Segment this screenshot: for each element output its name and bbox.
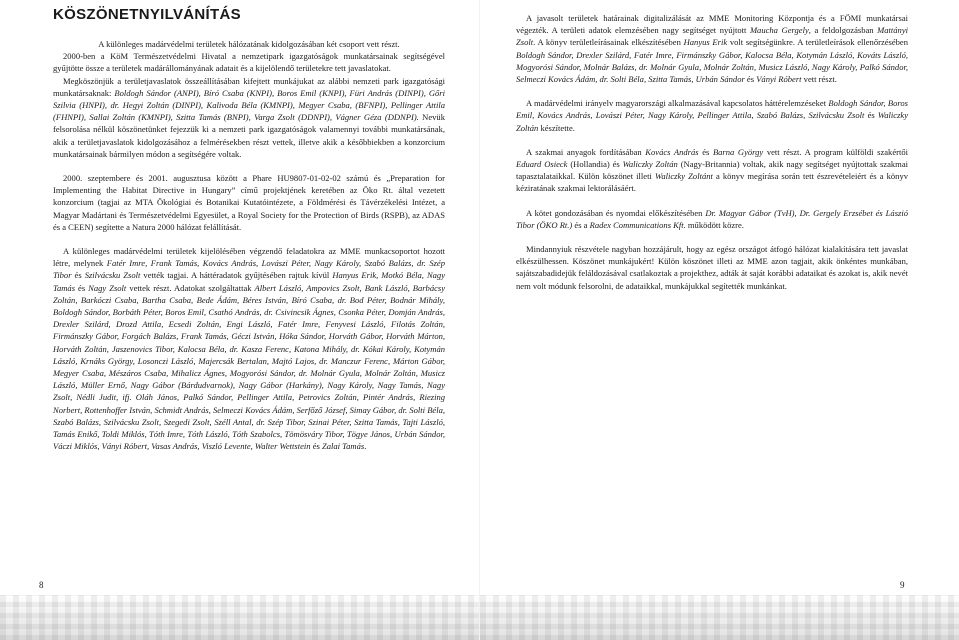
paragraph-mme-workgroup: A különleges madárvédelmi területek kijelölésében végzendő feladatokra az MME munkacsoportot hozott létre, melynek Fatér Imre, Frank Tamás, Kovács András, Lovászi Péter, Nagy Károly, Szabó Balázs, dr. Szép Tibor és Szilvácsku Zsolt vették tagjai. A háttéradatok gyűjtésében rajtuk kívül Hanyus Erik, Motkó Béla, Nagy Tamás és Nagy Zsolt vettek részt. Adatokat szolgáltattak Albert László, Ampovics Zsolt, Bank László, Barbácsy Zoltán, Barkóczi Csaba, Bartha Csaba, Bede Ádám, Béres István, Bíró Csaba, dr. Bod Péter, Bodnár Mihály, Boldogh Sándor, Borbáth Péter, Boros Emil, Csathó András, dr. Csivincsik Ágnes, Csonka Péter, Domján András, Drexler Szilárd, Drozd Attila, Ecsedi Zoltán, Engi László, Fatér Imre, Fenyvesi László, Filotás Zoltán, Firmánszky Gábor, Forgách Balázs, Frank Tamás, Géczi István, Hóka Sándor, Horváth Gábor, Horváth Márton, Horváth Zoltán, Jaszenovics Tibor, Kalocsa Béla, dr. Kasza Ferenc, Katona Mihály, dr. Kókai Károly, Kotymán László, Krnáks György, Losonczi László, Majercsák Bertalan, Majtó Lajos, dr. Manczur Ferenc, Márton Gábor, Megyer Csaba, Mészáros Csaba, Mihalicz Ágnes, Mogyorósi Sándor, dr. Molnár Gyula, Molnár Zoltán, Musicz László, Müller Ernő, Nagy Gábor (Bárdudvarnok), Nagy Gábor (Harkány), Nagy Károly, Nagy Tamás, Nagy Zsolt, Nédli Judit, ifj. Oláh János, Palkó Sándor, Pellinger Attila, Petrovics Zoltán, Pintér András, Riezing Norbert, Rottenhoffer István, Schmidt András, Selmeczi Kovács Ádám, Serfőző József, Simay Gábor, dr. Solti Béla, Szabó Balázs, Szilvácsku Zsolt, Szegedi Zsolt, Széll Antal, dr. Szép Tibor, Szinai Péter, Szitta Tamás, Tajti László, Tamás Enikő, Toldi Miklós, Tóth Imre, Tóth László, Tóth Szabolcs, Tömösváry Tibor, Tögye János, Urbán Sándor, Váczi Miklós, Ványi Róbert, Vasas András, Viszló Levente, Walter Wettstein és Zalai Tamás. bbox=[53, 246, 446, 452]
right-text-column bbox=[516, 12, 908, 292]
page-number: 8 bbox=[39, 580, 44, 590]
intro-paragraph: A különleges madárvédelmi területek hálózatának kidolgozásában két csoport vett részt. bbox=[98, 39, 400, 49]
footer-decorative-band bbox=[0, 595, 479, 640]
npi-staff-names: Boldogh Sándor (ANPI), Bíró Csaba (KNPI), Boros Emil (KNPI), Füri András (DINPI), Gőri Szilvia (HNPI), dr. Hegyi Zoltán (DINPI), Kalivoda Béla (KMNPI), Megyer Csaba, (BFNPI), Pellinger Attila (FHNPI), Sallai Zoltán (KMNPI), Szitta Tamás (BNPI), Varga Zsolt (DDNPI), Vágner Géza (DDNPI). bbox=[53, 87, 445, 123]
paragraph-editing: A kötet gondozásában és nyomdai előkészítésében Dr. Magyar Gábor (TvH), Dr. Gergely Erzsébet és Lászió Tibor (ÖKO Rt.) és a Radex Communications Kft. működött közre. bbox=[516, 207, 908, 230]
page-heading: KÖSZÖNETNYILVÁNÍTÁS bbox=[53, 6, 241, 23]
left-page bbox=[0, 0, 479, 640]
page-number: 9 bbox=[900, 580, 905, 590]
paragraph-phare-project: 2000. szeptembere és 2001. augusztusa között a Phare HU9807-01-02-02 számú és „Preparation for Implementing the Habitat Directive in Hungary” című projektjének keretében az Öko Rt. által vezetett konzorcium (tagjai az MTA Ökológiai és Botanikai Kutatóintézete, a Földmérési és Távérzékelési Intézet, a Magyar Madártani és Természetvédelmi Egyesület, a Royal Society for the Protection of Birds (RSPB), az ADAS és a CEEN) segítette a Natura 2000 hálózat felállítását. bbox=[53, 173, 445, 232]
paragraph-npi-thanks: Megköszönjük a területjavaslatok összeállításában kifejtett munkájukat az alábbi nemzeti park igazgatósági munkatársaknak: Boldogh Sándor (ANPI), Bíró Csaba (KNPI), Boros Emil (KNPI), Füri András (DINPI), Gőri Szilvia (HNPI), dr. Hegyi Zoltán (DINPI), Kalivoda Béla (KMNPI), Megyer Csaba, (BFNPI), Pellinger Attila (FHNPI), Sallai Zoltán (KMNPI), Szitta Tamás (BNPI), Varga Zsolt (DDNPI), Vágner Géza (DDNPI). Nevük felsorolása nélkül köszönetünket fejezzük ki a nemzeti park igazgatóságok valamennyi további munkatársának, akik a területjavaslatok kidolgozásához a felmérésekben részt vettek, illetve akik a későbbiekben a konzorcium munkatársainak bármilyen módon a segítségére voltak. bbox=[53, 75, 445, 159]
paragraph-2000: 2000-ben a KöM Természetvédelmi Hivatal a nemzetipark igazgatóságok munkatársainak segítségével gyűjtötte össze a területek madárállományának adatait és a kijelölendő területekre tett javaslatokat. bbox=[53, 51, 445, 74]
right-page bbox=[480, 0, 959, 640]
left-text-column bbox=[53, 38, 445, 453]
data-providers-names: Albert László, Ampovics Zsolt, Bank László, Barbácsy Zoltán, Barkóczi Csaba, Bartha Csaba, Bede Ádám, Béres István, Bíró Csaba, dr. Bod Péter, Bodnár Mihály, Boldogh Sándor, Borbáth Péter, Boros Emil, Csathó András, dr. Csivincsik Ágnes, Csonka Péter, Domján András, Drexler Szilárd, Drozd Attila, Ecsedi Zoltán, Engi László, Fatér Imre, Fenyvesi László, Filotás Zoltán, Firmánszky Gábor, Forgách Balázs, Frank Tamás, Géczi István, Hóka Sándor, Horváth Gábor, Horváth Márton, Horváth Zoltán, Jaszenovics Tibor, Kalocsa Béla, dr. Kasza Ferenc, Katona Mihály, dr. Kókai Károly, Kotymán László, Krnáks György, Losonczi László, Majercsák Bertalan, Majtó Lajos, dr. Manczur Ferenc, Márton Gábor, Megyer Csaba, Mészáros Csaba, Mihalicz Ágnes, Mogyorósi Sándor, dr. Molnár Gyula, Molnár Zoltán, Musicz László, Müller Ernő, Nagy Gábor (Bárdudvarnok), Nagy Gábor (Harkány), Nagy Károly, Nagy Tamás, Nagy Zsolt, Nédli Judit, ifj. Oláh János, Palkó Sándor, Pellinger Attila, Petrovics Zoltán, Pintér András, Riezing Norbert, Rottenhoffer István, Schmidt András, Selmeczi Kovács Ádám, Serfőző József, Simay Gábor, dr. Solti Béla, Szabó Balázs, Szilvácsku Zsolt, Szegedi Zsolt, Széll Antal, dr. Szép Tibor, Szinai Péter, Szitta Tamás, Tajti László, Tamás Enikő, Toldi Miklós, Tóth Imre, Tóth László, Tóth Szabolcs, Tömösváry Tibor, Tögye János, Urbán Sándor, Váczi Miklós, Ványi Róbert, Vasas András, Viszló Levente, Walter Wettstein bbox=[53, 282, 446, 452]
paragraph-background-analysis: A madárvédelmi irányelv magyarországi alkalmazásával kapcsolatos háttérelemzéseket Boldogh Sándor, Boros Emil, Kovács András, Lovászi Péter, Nagy Károly, Pellinger Attila, Szabó Balázs, Szilvácsku Zsolt és Waliczky Zoltán készítette. bbox=[516, 98, 908, 133]
paragraph-translation: A szakmai anyagok fordításában Kovács András és Barna György vett részt. A program külföldi szakértői Eduard Osieck (Hollandia) és Waliczky Zoltán (Nagy-Britannia) voltak, akik nagy segítséget nyújtottak szakmai tapasztalataikkal. Külön köszönet illeti Waliczky Zoltánt a könyv megírása során tett észrevételeiért és a könyv kéziratának szakmai lektorálásáért. bbox=[516, 146, 908, 194]
paragraph-digitalization: A javasolt területek határainak digitalizálását az MME Monitoring Központja és a FÖMI munkatársai végezték. A területi adatok elemzésében nagy segítséget nyújtott Maucha Gergely, a feldolgozásban Mattányi Zsolt. A könyv területleírásainak elkészítésében Hanyus Erik volt segítségünkre. A területleírások ellenőrzésében Boldogh Sándor, Drexler Szilárd, Fatér Imre, Firmánszky Gábor, Kalocsa Béla, Kotymán László, Kováts László, Mogyorósi Sándor, Molnár Balázs, dr. Molnár Gyula, Molnár Zoltán, Musicz László, Nagy Károly, Palkó Sándor, Selmeczi Kovács Ádám, dr. Solti Béla, Szitta Tamás, Urbán Sándor és Ványi Róbert vett részt. bbox=[516, 13, 908, 85]
footer-decorative-band bbox=[480, 595, 959, 640]
paragraph-closing-thanks: Mindannyiuk részvétele nagyban hozzájárult, hogy az egész országot átfogó hálózat kialakítására tett javaslat elkészülhessen. Köszönet munkájukért! Külön köszönet illeti az MME azon tagjait, akik önkéntes munkában, sajátszabadidejük feláldozásával csatlakoztak a projekthez, adták át saját korábbi adataikat és azokat is, akik nevét nem volt módunk felsorolni, de adataikkal, munkájukkal segítették munkánkat. bbox=[516, 244, 908, 291]
